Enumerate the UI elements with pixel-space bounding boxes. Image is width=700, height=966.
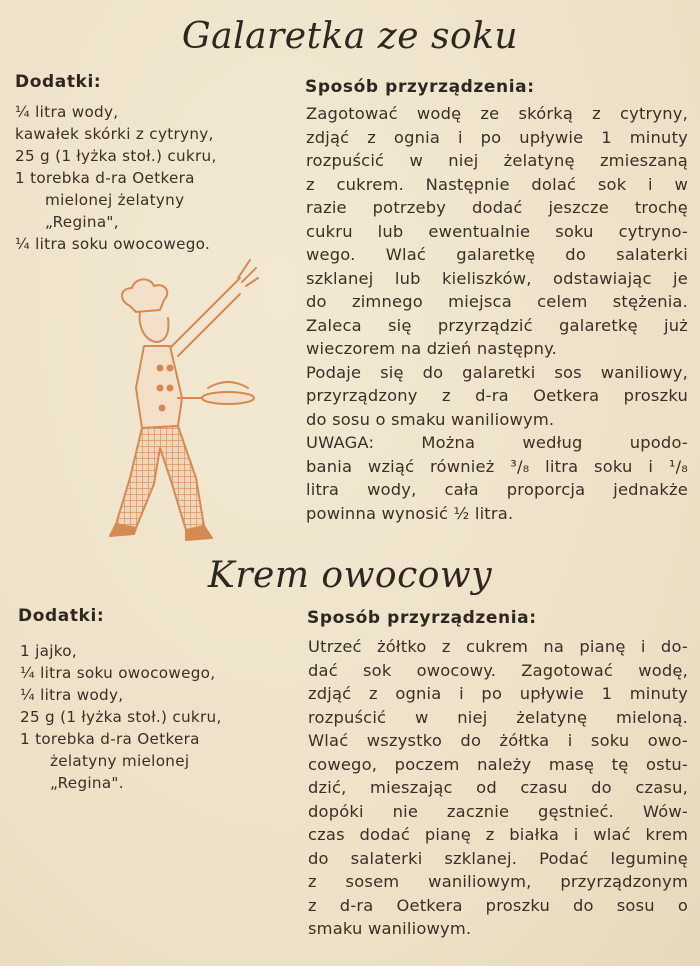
method-line: do sosu o smaku waniliowym. (306, 409, 555, 429)
method-line: z sosem waniliowym, przyrządzonym (308, 872, 688, 891)
method-line: do salaterki szklanej. Podać leguminę (308, 848, 688, 868)
method-line: wego. Wlać galaretkę do salaterki (306, 245, 688, 264)
method-line: przyrządzony z d-ra Oetkera proszku (306, 386, 688, 405)
method-line: dzić, mieszając od czasu do czasu, (308, 778, 688, 797)
ingredient-item: ¼ litra wody, (20, 686, 124, 704)
method-line: powinna wynosić ½ litra. (306, 503, 514, 523)
ingredient-item: 1 torebka d-ra Oetkera (20, 730, 200, 748)
ingredients-heading: Dodatki: (15, 72, 102, 92)
method-line: rozpuścić w niej żelatynę mieloną. (308, 707, 688, 727)
method-line: dać sok owocowy. Zagotować wodę, (308, 660, 688, 680)
ingredient-item: 1 torebka d-ra Oetkera (15, 169, 195, 187)
method-line: dopóki nie zacznie gęstnieć. Wów- (308, 801, 688, 821)
ingredient-item: ¼ litra soku owocowego. (15, 235, 211, 253)
method-line: smaku waniliowym. (308, 919, 472, 938)
method-line: Zaleca się przyrządzić galaretkę już (306, 315, 688, 335)
method-line: z d-ra Oetkera proszku do sosu o (308, 895, 688, 915)
method-line: razie potrzeby dodać jeszcze trochę (306, 198, 688, 217)
method-line: z cukrem. Następnie dolać sok i w (306, 174, 688, 194)
method-line: bania wziąć również ³/₈ litra soku i ¹/₈ (306, 456, 688, 476)
method-line: rozpuścić w niej żelatynę zmieszaną (306, 151, 688, 170)
chef-waiter-illustration (100, 248, 275, 548)
ingredient-item: „Regina". (50, 774, 124, 792)
ingredient-item: 25 g (1 łyżka stoł.) cukru, (20, 708, 222, 726)
method-line: wieczorem na dzień następny. (306, 339, 558, 358)
method-heading: Sposób przyrządzenia: (307, 608, 537, 628)
recipe-title-galaretka: Galaretka ze soku (181, 16, 519, 57)
ingredient-item: ¼ litra wody, (15, 103, 119, 121)
method-line: do zimnego miejsca celem stężenia. (306, 292, 688, 311)
ingredients-list (15, 101, 217, 255)
ingredient-item: mielonej żelatyny (45, 191, 185, 209)
method-text (308, 635, 688, 941)
ingredient-item: ¼ litra soku owocowego, (20, 664, 216, 682)
method-line: cukru lub ewentualnie soku cytryno- (306, 221, 688, 241)
method-line: zdjąć z ognia i po upływie 1 minuty (308, 684, 688, 703)
ingredient-item: 25 g (1 łyżka stoł.) cukru, (15, 147, 217, 165)
method-line: litra wody, cała proporcja jednakże (306, 480, 688, 499)
method-line: Wlać wszystko do żółtka i soku owo- (308, 731, 688, 750)
ingredient-item: kawałek skórki z cytryny, (15, 125, 214, 143)
method-line: Utrzeć żółtko z cukrem na pianę i do- (308, 637, 688, 656)
ingredients-list (20, 640, 222, 794)
method-line: Podaje się do galaretki sos waniliowy, (306, 362, 688, 382)
method-line: szklanej lub kieliszków, odstawiając je (306, 268, 688, 288)
method-line: Zagotować wodę ze skórką z cytryny, (306, 104, 688, 123)
ingredient-item: żelatyny mielonej (50, 752, 190, 770)
method-text (306, 102, 688, 525)
method-line: UWAGA: Można według upodo- (306, 433, 688, 452)
recipe-title-krem: Krem owocowy (207, 555, 493, 596)
method-line: zdjąć z ognia i po upływie 1 minuty (306, 127, 688, 147)
ingredients-heading: Dodatki: (18, 606, 105, 626)
ingredient-item: 1 jajko, (20, 642, 78, 660)
ingredient-item: „Regina", (45, 213, 119, 231)
method-line: czas dodać pianę z białka i wlać krem (308, 825, 688, 844)
method-heading: Sposób przyrządzenia: (305, 77, 535, 97)
method-line: cowego, poczem należy masę tę ostu- (308, 754, 688, 774)
